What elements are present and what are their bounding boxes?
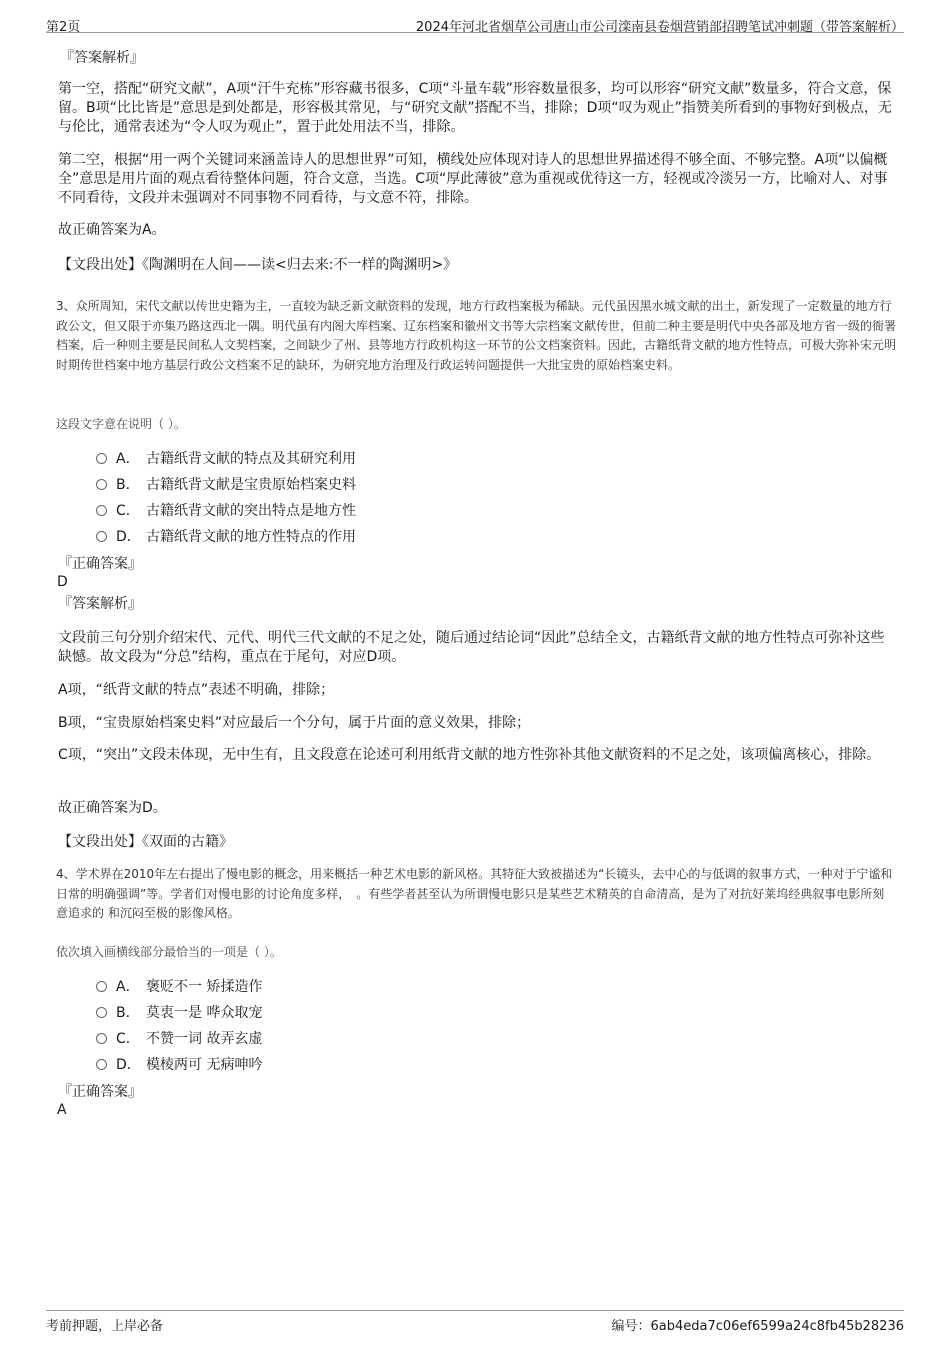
option-text: 古籍纸背文献的特点及其研究利用 — [146, 451, 356, 467]
correct-answer: A — [57, 1102, 67, 1118]
option-text: 古籍纸背文献的突出特点是地方性 — [146, 503, 356, 519]
correct-answer-conclusion: 故正确答案为A。 — [58, 222, 166, 238]
option-a[interactable] — [96, 978, 262, 996]
answer-analysis-label: 『答案解析』 — [58, 596, 142, 612]
option-letter: A． — [116, 451, 140, 467]
radio-button[interactable] — [96, 1059, 107, 1070]
option-c[interactable] — [96, 1030, 262, 1048]
radio-button[interactable] — [96, 531, 107, 542]
passage-source: 【文段出处】《双面的古籍》 — [58, 834, 233, 850]
option-a[interactable] — [96, 450, 356, 468]
page-footer — [46, 1310, 904, 1334]
analysis-paragraph: 第二空，根据“用一两个关键词来涵盖诗人的思想世界”可知，横线处应体现对诗人的思想世界描述得不够全面、不够完整。A项“以偏概全”意思是用片面的观点看待整体问题，符合文意，当选。C项“厚此薄彼”意为重视或优待这一方，轻视或冷淡另一方，比喻对人、对事不同看待，文段并未强调对不同事物不同看待，与文意不符，排除。 — [58, 152, 888, 206]
document-title: 2024年河北省烟草公司唐山市公司滦南县卷烟营销部招聘笔试冲刺题（带答案解析） — [415, 20, 904, 35]
question-stem: 4、学术界在2010年左右提出了慢电影的概念，用来概括一种艺术电影的新风格。其特征大致被描述为“长镜头，去中心的与低调的叙事方式，一种对于宁谧和日常的明确强调”等。学者们对慢电影的讨论角度多样， 。有些学者甚至认为所谓慢电影只是某些艺术精英的自命清高，是为了对抗好莱坞经典叙事电影所刻意追求的 和沉闷至极的影像风格。 — [56, 867, 893, 920]
radio-button[interactable] — [96, 453, 107, 464]
page-number: 第2页 — [46, 20, 81, 35]
document-id: 编号：6ab4eda7c06ef6599a24c8fb45b28236 — [611, 1319, 904, 1334]
option-b[interactable] — [96, 1004, 262, 1022]
option-letter: D． — [116, 1057, 141, 1073]
analysis-paragraph: B项，“宝贵原始档案史料”对应最后一个分句，属于片面的意义效果，排除； — [58, 715, 531, 731]
answer-analysis-label: 『答案解析』 — [60, 50, 144, 66]
option-letter: A． — [116, 979, 140, 995]
option-text: 模棱两可 无病呻吟 — [146, 1057, 263, 1073]
question-stem: 3、众所周知，宋代文献以传世史籍为主，一直较为缺乏新文献资料的发现，地方行政档案极为稀缺。元代虽因黑水城文献的出土，新发现了一定数量的地方行政公文，但又限于亦集乃路这西北一隅。明代虽有内阁大库档案、辽东档案和徽州文书等大宗档案文献传世，但前二种主要是明代中央各部及地方省一级的衙署档案，后一种则主要是民间私人文契档案，之间缺少了州、县等地方行政机构这一环节的公文档案资料。因此，古籍纸背文献的地方性特点，可极大弥补宋元明时期传世档案中地方基层行政公文档案不足的缺环，为研究地方治理及行政运转问题提供一大批宝贵的原始档案史料。 — [56, 299, 897, 372]
analysis-paragraph: C项，“突出”文段未体现，无中生有，且文段意在论述可利用纸背文献的地方性弥补其他文献资料的不足之处，该项偏离核心，排除。 — [58, 747, 881, 763]
option-letter: B． — [116, 1005, 140, 1021]
analysis-paragraph: 第一空，搭配“研究文献”，A项“汗牛充栋”形容藏书很多，C项“斗量车载”形容数量很多，均可以形容“研究文献”数量多，符合文意，保留。B项“比比皆是”意思是到处都是，形容极其常见，与“研究文献”搭配不当，排除；D项“叹为观止”指赞美所看到的事物好到极点，无与伦比，通常表述为“令人叹为观止”，置于此处用法不当，排除。 — [58, 81, 892, 135]
correct-answer-label: 『正确答案』 — [58, 1084, 142, 1100]
question-prompt: 这段文字意在说明（ ）。 — [56, 417, 186, 431]
correct-answer: D — [57, 574, 68, 590]
option-c[interactable] — [96, 502, 356, 520]
option-letter: C． — [116, 503, 140, 519]
option-b[interactable] — [96, 476, 356, 494]
option-text: 不赞一词 故弄玄虚 — [146, 1031, 263, 1047]
option-d[interactable] — [96, 1056, 262, 1074]
radio-button[interactable] — [96, 1007, 107, 1018]
option-text: 古籍纸背文献的地方性特点的作用 — [146, 529, 356, 545]
question-prompt: 依次填入画横线部分最恰当的一项是（ ）。 — [56, 945, 282, 959]
radio-button[interactable] — [96, 981, 107, 992]
option-letter: B． — [116, 477, 140, 493]
radio-button[interactable] — [96, 505, 107, 516]
footer-slogan: 考前押题，上岸必备 — [46, 1319, 164, 1334]
page-header — [46, 14, 904, 33]
radio-button[interactable] — [96, 1033, 107, 1044]
radio-button[interactable] — [96, 479, 107, 490]
passage-source: 【文段出处】《陶渊明在人间——读<归去来:不一样的陶渊明>》 — [58, 257, 458, 273]
option-text: 莫衷一是 哗众取宠 — [146, 1005, 263, 1021]
option-letter: D． — [116, 529, 141, 545]
analysis-paragraph: 文段前三句分别介绍宋代、元代、明代三代文献的不足之处，随后通过结论词“因此”总结全文，古籍纸背文献的地方性特点可弥补这些缺憾。故文段为“分总”结构，重点在于尾句，对应D项。 — [58, 630, 885, 665]
analysis-paragraph: A项，“纸背文献的特点”表述不明确，排除； — [58, 682, 335, 698]
option-text: 古籍纸背文献是宝贵原始档案史料 — [146, 477, 356, 493]
option-letter: C． — [116, 1031, 140, 1047]
correct-answer-label: 『正确答案』 — [58, 556, 142, 572]
option-d[interactable] — [96, 528, 356, 546]
option-text: 褒贬不一 矫揉造作 — [146, 979, 263, 995]
correct-answer-conclusion: 故正确答案为D。 — [58, 800, 167, 816]
